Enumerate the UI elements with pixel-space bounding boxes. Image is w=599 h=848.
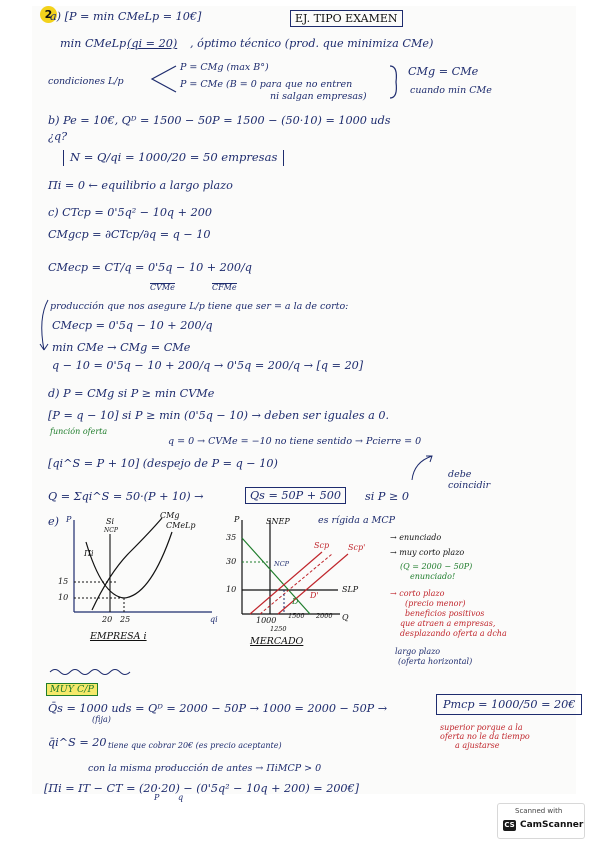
graph-mercado-slp-label: SLP xyxy=(342,585,359,594)
part-a-line1: a) [P = min CMeLp = 10€] xyxy=(50,10,202,23)
note-arrow xyxy=(38,298,50,358)
part-d-line1: d) P = CMg si P ≥ min CVMe xyxy=(48,387,215,400)
problem-number-badge: 2 xyxy=(40,6,57,23)
mcp-q-line: q̄i^S = 20 xyxy=(48,736,107,749)
page-header: EJ. TIPO EXAMEN xyxy=(290,10,403,27)
part-c-cme: CMecp = CT/q = 0'5q − 10 + 200/q xyxy=(48,261,252,274)
part-d-line4: [qi^S = P + 10] (despejo de P = q − 10) xyxy=(48,457,278,470)
mcp-profit: [Πi = IT − CT = (20·20) − (0'5q² − 10q + 200) = 200€] xyxy=(44,782,360,795)
legend-corto-plazo: → corto plazo xyxy=(390,589,445,598)
graph-empresa-15-label: 15 xyxy=(58,577,69,586)
graph-empresa-p-label: P xyxy=(66,515,72,524)
part-c-cmg: CMgcp = ∂CTcp/∂q = q − 10 xyxy=(48,228,211,241)
part-d-condition: si P ≥ 0 xyxy=(365,490,410,503)
mcp-tag: MUY C/P xyxy=(46,685,98,695)
part-c-cme2: CMecp = 0'5q − 10 + 200/q xyxy=(52,319,213,332)
graph-mercado-35-label: 35 xyxy=(226,533,237,542)
camscanner-icon: CS xyxy=(504,821,515,829)
mcp-same-prod: con la misma producción de antes → ΠiMCP > 0 xyxy=(88,763,322,774)
part-d-side2: coincidir xyxy=(448,480,491,491)
graph-empresa-ncp-label: NCP xyxy=(104,527,118,534)
graph-mercado-note: es rígida a MCP xyxy=(318,515,396,526)
mcp-equation: Q̄s = 1000 uds = Qᴰ = 2000 − 50P → 1000 = 2000 − 50P → xyxy=(48,702,388,715)
graph-mercado xyxy=(226,512,390,633)
part-c-note: producción que nos asegure L/p tiene que ser = a la de corto: xyxy=(50,301,349,312)
graph-empresa-si-label: Si xyxy=(106,517,115,526)
graph-mercado-2000-label: 2000 xyxy=(316,612,333,620)
graph-mercado-p-label: P xyxy=(234,515,240,524)
graph-mercado-q-label: Q xyxy=(342,613,349,622)
graph-mercado-snep-label: SNEP xyxy=(266,517,290,526)
squiggle-divider xyxy=(50,667,130,677)
part-a-result2: cuando min CMe xyxy=(410,85,492,96)
graph-empresa xyxy=(58,511,222,624)
legend-enunciado2: enunciado! xyxy=(410,572,456,581)
legend-beneficios: beneficios positivos xyxy=(405,609,485,618)
graph-mercado-1250-label: 1250 xyxy=(270,625,287,633)
part-b-question: ¿q? xyxy=(48,130,68,143)
brace-left xyxy=(148,64,178,94)
mcp-price-box: Pmcp = 1000/50 = 20€ xyxy=(436,694,582,715)
camscanner-label: CamScanner xyxy=(520,820,584,830)
legend-oferta-horizontal: (oferta horizontal) xyxy=(398,657,473,666)
mcp-fija: (fija) xyxy=(92,715,111,724)
graph-empresa-20-label: 20 xyxy=(102,615,113,624)
legend-atraen: que atraen a empresas, xyxy=(400,619,496,628)
mcp-profit-p: P xyxy=(154,793,160,802)
part-c-ct: c) CTcp = 0'5q² − 10q + 200 xyxy=(48,206,212,219)
mcp-side1: superior porque a la xyxy=(440,723,523,732)
graph-empresa-10-label: 10 xyxy=(58,593,69,602)
part-d-line5: Q = Σqi^S = 50·(P + 10) → xyxy=(48,490,204,503)
graph-mercado-scp-label: Scp xyxy=(314,541,330,550)
part-e-label: e) xyxy=(48,515,59,528)
graph-empresa-cmg-label: CMg xyxy=(160,511,180,520)
part-c-cvme-label: CVMe xyxy=(150,283,175,292)
graph-mercado-30-label: 30 xyxy=(226,557,237,566)
part-c-solve: q − 10 = 0'5q − 10 + 200/q → 0'5q = 200/q → [q = 20] xyxy=(52,359,364,372)
coincidir-arrow xyxy=(410,454,440,482)
graph-mercado-1500-label: 1500 xyxy=(288,612,305,620)
graph-mercado-ncp-label: NCP xyxy=(274,560,290,568)
part-d-side1: debe xyxy=(448,469,472,480)
part-a-result: CMg = CMe xyxy=(408,65,479,78)
graph-empresa-q-label: qi xyxy=(210,615,218,624)
mcp-side3: a ajustarse xyxy=(455,741,500,750)
part-d-supply-box: Qs = 50P + 500 xyxy=(245,487,346,504)
graph-empresa-pi-label: Πi xyxy=(84,549,94,558)
mcp-profit-q: q xyxy=(178,793,184,802)
part-d-line2: [P = q − 10] si P ≥ min (0'5q − 10) → deben ser iguales a 0. xyxy=(48,409,390,422)
graph-mercado-d-label: D xyxy=(292,597,299,606)
part-b-n-empresas: N = Q/qi = 1000/20 = 50 empresas xyxy=(63,150,284,166)
part-a-optimo-tecnico: , óptimo técnico (prod. que minimiza CMe) xyxy=(190,37,434,50)
graph-mercado-demand xyxy=(242,538,310,614)
legend-precio-menor: (precio menor) xyxy=(405,599,466,608)
part-d-line3: q = 0 → CVMe = −10 no tiene sentido → Pcierre = 0 xyxy=(168,436,422,447)
legend-largo-plazo: largo plazo xyxy=(395,647,441,656)
graph-empresa-cmelp-label: CMeLp xyxy=(166,521,196,530)
brace-right xyxy=(388,64,402,100)
part-c-min-cme: min CMe → CMg = CMe xyxy=(52,341,191,354)
legend-enunciado: → enunciado xyxy=(390,533,442,542)
graph-empresa-title: EMPRESA i xyxy=(90,631,147,642)
legend-desplazando: desplazando oferta a dcha xyxy=(400,629,507,638)
mcp-side2: oferta no le da tiempo xyxy=(440,732,530,741)
graph-mercado-1000-label: 1000 xyxy=(256,616,277,625)
legend-muy-corto-plazo: → muy corto plazo xyxy=(390,548,465,557)
graph-mercado-scp2-label: Scp' xyxy=(348,543,366,552)
part-c-cfme-label: CFMe xyxy=(212,283,237,292)
part-a-cond2b: ni salgan empresas) xyxy=(270,91,367,102)
part-a-cond2: P = CMe (B = 0 para que no entren xyxy=(180,79,353,90)
camscanner-badge xyxy=(497,803,585,839)
part-d-funcion-oferta: función oferta xyxy=(50,427,108,436)
legend-demand-eq: (Q = 2000 − 50P) xyxy=(400,562,473,571)
graph-empresa-cmelp-curve xyxy=(86,532,172,598)
part-b-line1: b) Pe = 10€, Qᴰ = 1500 − 50P = 1500 − (50·10) = 1000 uds xyxy=(48,114,391,127)
mcp-q-note: tiene que cobrar 20€ (es precio aceptante) xyxy=(108,741,282,750)
part-a-q-optimo: (qi = 20) xyxy=(127,37,178,50)
part-a-cond1: P = CMg (max B°) xyxy=(180,62,269,73)
scanned-with-label: Scanned with xyxy=(515,807,563,815)
graph-empresa-25-label: 25 xyxy=(120,615,131,624)
part-a-condiciones-label: condiciones L/p xyxy=(48,76,124,87)
graph-empresa-cmg-curve xyxy=(92,518,162,610)
graph-mercado-d2-label: D' xyxy=(310,591,319,600)
part-a-min-label: min CMeLp xyxy=(60,37,127,50)
graph-mercado-title: MERCADO xyxy=(250,636,304,647)
part-b-profit: Πi = 0 ← equilibrio a largo plazo xyxy=(48,179,233,192)
graph-mercado-10-label: 10 xyxy=(226,585,237,594)
